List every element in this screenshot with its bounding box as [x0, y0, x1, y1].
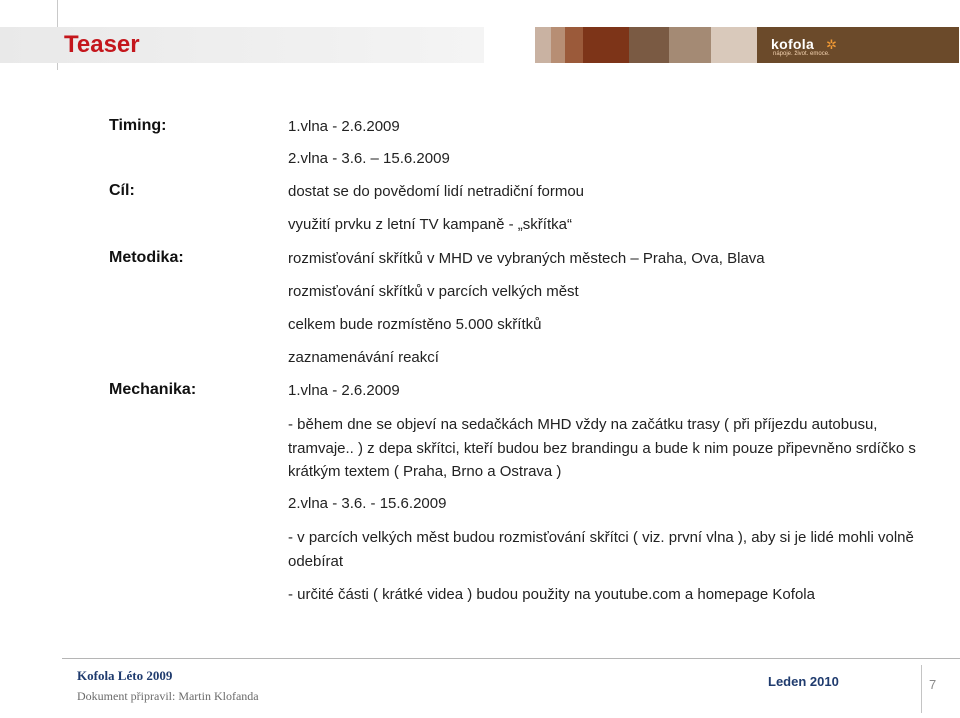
mechanika-wave2-text: - v parcích velkých měst budou rozmisťování skřítci ( viz. první vlna ), aby si je lidé mohli volně odebírat: [288, 529, 914, 570]
page-number: 7: [929, 677, 937, 692]
footer-vertical-divider: [921, 665, 922, 713]
label-cil: Cíl:: [109, 182, 135, 199]
header-bar: [0, 0, 960, 70]
metodika-line-2: rozmisťování skřítků v parcích velkých měst: [288, 283, 579, 300]
mechanika-note: - určité části ( krátké videa ) budou použity na youtube.com a homepage Kofola: [288, 586, 815, 603]
cil-line-2: využití prvku z letní TV kampaně - „skřítka“: [288, 216, 572, 233]
mechanika-wave1: 1.vlna - 2.6.2009: [288, 382, 400, 399]
metodika-line-1: rozmisťování skřítků v MHD ve vybraných městech – Praha, Ova, Blava: [288, 250, 765, 267]
logo-tagline: nápoje. život. emoce.: [773, 51, 830, 57]
stripe: [565, 27, 583, 63]
stripe: [583, 27, 629, 63]
stripe: [669, 27, 711, 63]
timing-line-2: 2.vlna - 3.6. – 15.6.2009: [288, 150, 450, 167]
mechanika-wave2: 2.vlna - 3.6. - 15.6.2009: [288, 495, 447, 512]
stripe: [535, 27, 551, 63]
slide-title: Teaser: [64, 31, 140, 58]
metodika-line-3: celkem bude rozmístěno 5.000 skřítků: [288, 316, 542, 333]
stripe: [551, 27, 565, 63]
footer-divider: [62, 658, 960, 659]
logo-star-icon: ✲: [826, 37, 837, 52]
label-metodika: Metodika:: [109, 249, 184, 266]
logo-wordmark: kofola: [771, 36, 815, 52]
timing-line-1: 1.vlna - 2.6.2009: [288, 118, 400, 135]
label-timing: Timing:: [109, 117, 167, 134]
cil-line-1: dostat se do povědomí lidí netradiční formou: [288, 183, 585, 200]
label-mechanika: Mechanika:: [109, 381, 197, 398]
footer-author: Dokument připravil: Martin Klofanda: [77, 689, 259, 703]
stripe: [629, 27, 669, 63]
stripe: [711, 27, 757, 63]
footer-date: Leden 2010: [768, 674, 839, 689]
metodika-line-4: zaznamenávání reakcí: [288, 349, 439, 366]
mechanika-wave1-text: - během dne se objeví na sedačkách MHD vždy na začátku trasy ( při příjezdu autobusu, tramvaje.. ) z depa skřítci, kteří budou bez brandingu a bude k nim pouze připevněno srdíčko s krátkým textem ( Praha, Brno a Ostrava ): [288, 416, 916, 480]
color-stripes: [535, 27, 757, 63]
footer-brand: Kofola Léto 2009: [77, 668, 173, 683]
